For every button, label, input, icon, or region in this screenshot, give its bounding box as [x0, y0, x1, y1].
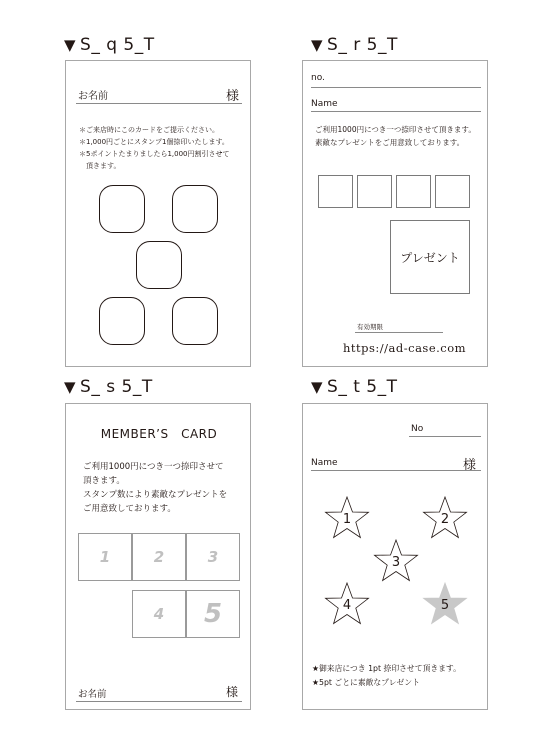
heading-q-text: S_ q 5_T [80, 35, 155, 55]
stamp-box [172, 297, 218, 345]
expiry-label: 有効期限 [357, 323, 383, 331]
name-label: お名前 [78, 689, 107, 700]
name-underline [311, 470, 481, 471]
triangle-down-icon: ▼ [311, 36, 324, 54]
no-label: No [411, 424, 424, 434]
message-line: ご利用1000円につき一つ捺印させて [83, 462, 224, 472]
stamp-square [396, 175, 431, 208]
card-t [302, 403, 488, 710]
card-r [302, 60, 488, 367]
stamp-cell: 1 [78, 533, 132, 581]
honorific: 様 [463, 458, 477, 473]
note-line: ★5pt ごとに素敵なプレゼント [312, 678, 420, 687]
no-label: no. [311, 73, 325, 83]
triangle-down-icon: ▼ [64, 378, 77, 396]
stamp-box [136, 241, 182, 289]
star-number: 3 [391, 555, 401, 570]
present-label: プレゼント [400, 250, 460, 265]
heading-t [311, 377, 398, 397]
honorific: 様 [226, 685, 239, 699]
star-number: 4 [342, 598, 352, 613]
card-title: MEMBER’S CARD [100, 427, 218, 441]
star-number: 1 [342, 512, 352, 527]
name-label: Name [311, 99, 338, 109]
card-s [65, 403, 251, 710]
note-line: ★御来店につき 1pt 捺印させて頂きます。 [312, 664, 461, 673]
url-text: https://ad-case.com [343, 341, 467, 355]
star-number: 5 [440, 598, 450, 613]
stamp-square [357, 175, 392, 208]
star-stamp [422, 496, 468, 540]
stamp-box [99, 185, 145, 233]
name-label: Name [311, 458, 338, 468]
note-line: 頂きます。 [79, 162, 121, 170]
name-underline [76, 701, 242, 702]
honorific: 様 [226, 89, 240, 104]
stamp-cell-final: 5 [186, 590, 240, 638]
note-line: ＊1,000円ごとにスタンプ1個捺印いたします。 [79, 138, 229, 146]
note-line: ＊5ポイントたまりましたら1,000円割引させて [79, 150, 230, 158]
stamp-square [318, 175, 353, 208]
stamp-box [172, 185, 218, 233]
star-number: 2 [440, 512, 450, 527]
no-underline [311, 87, 481, 88]
present-box [390, 220, 470, 294]
stamp-box [99, 297, 145, 345]
message-line: ご利用1000円につき一つ捺印させて頂きます。 [315, 125, 476, 134]
message-line: 素敵なプレゼントをご用意致しております。 [315, 138, 465, 147]
card-q [65, 60, 251, 367]
heading-r-text: S_ r 5_T [327, 35, 398, 55]
heading-q [64, 35, 155, 55]
stamp-cell: 2 [132, 533, 186, 581]
expiry-underline [355, 332, 443, 333]
name-label: お名前 [78, 91, 108, 102]
no-underline [409, 436, 481, 437]
star-stamp-final [422, 582, 468, 626]
heading-s [64, 377, 153, 397]
star-stamp [324, 582, 370, 626]
note-line: ＊ご来店時にこのカードをご提示ください。 [79, 126, 219, 134]
triangle-down-icon: ▼ [64, 36, 77, 54]
message-line: ご用意致しております。 [83, 504, 176, 514]
star-stamp [324, 496, 370, 540]
star-stamp [373, 539, 419, 583]
message-line: スタンプ数により素敵なプレゼントを [83, 490, 228, 500]
stamp-square [435, 175, 470, 208]
name-underline [311, 111, 481, 112]
heading-r [311, 35, 398, 55]
name-underline [76, 103, 242, 104]
stamp-cell: 4 [132, 590, 186, 638]
triangle-down-icon: ▼ [311, 378, 324, 396]
stamp-cell: 3 [186, 533, 240, 581]
heading-s-text: S_ s 5_T [80, 377, 153, 397]
heading-t-text: S_ t 5_T [327, 377, 398, 397]
message-line: 頂きます。 [83, 476, 125, 486]
